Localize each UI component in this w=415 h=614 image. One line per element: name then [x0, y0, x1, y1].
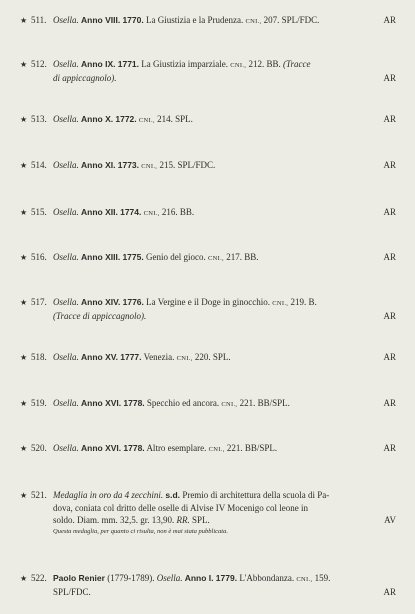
star-mark: ★ — [20, 60, 28, 69]
lot-description: Medaglia in oro da 4 zecchini. s.d. Premio di architettura della scuola di Pa- — [53, 490, 330, 500]
lot-description: Osella. Anno XIV. 1776. La Vergine e il Doge in ginocchio. CNI., 219. B. — [53, 297, 317, 307]
metal-code: AV — [384, 515, 396, 525]
lot-footnote: Questa medaglia, per quanto ci risulta, non è mai stata pubblicata. — [53, 528, 228, 535]
lot-number: 515. — [31, 207, 47, 217]
lot-515 — [20, 206, 396, 220]
lot-description: Osella. Anno XIII. 1775. Genio del gioco. CNI., 217. BB. — [53, 252, 259, 262]
star-mark: ★ — [20, 115, 28, 124]
lot-continuation: SPL/FDC. — [53, 587, 91, 597]
lot-516 — [20, 251, 396, 265]
lot-520 — [20, 442, 396, 456]
metal-code: AR — [383, 114, 396, 124]
star-mark: ★ — [20, 298, 28, 307]
lot-continuation: soldo. Diam. mm. 32,5. gr. 13,90. RR. SPL. — [53, 515, 210, 525]
star-mark: ★ — [20, 353, 28, 362]
lot-description: Paolo Renier (1779-1789). Osella. Anno I. 1779. L'Abbondanza. CNI., 159. — [53, 573, 331, 583]
lot-number: 519. — [31, 398, 47, 408]
metal-code: AR — [383, 311, 396, 321]
lot-continuation: dova, coniata col dritto delle oselle di Alvise IV Mocenigo col leone in — [53, 503, 309, 513]
lot-number: 514. — [31, 160, 47, 170]
lot-number: 513. — [31, 114, 47, 124]
lot-517 — [20, 296, 396, 322]
metal-code: AR — [383, 252, 396, 262]
lot-511 — [20, 14, 396, 28]
lot-number: 518. — [31, 352, 47, 362]
lot-518 — [20, 351, 396, 365]
metal-code: AR — [383, 207, 396, 217]
lot-number: 522. — [31, 573, 47, 583]
lot-continuation: di appiccagnolo). — [53, 73, 117, 83]
lot-number: 521. — [31, 490, 47, 500]
lot-description: Osella. Anno XVI. 1778. Specchio ed ancora. CNI., 221. BB/SPL. — [53, 398, 290, 408]
lot-521 — [20, 489, 396, 538]
lot-description: Osella. Anno VIII. 1770. La Giustizia e la Prudenza. CNI., 207. SPL/FDC. — [53, 15, 320, 25]
star-mark: ★ — [20, 399, 28, 408]
lot-number: 517. — [31, 297, 47, 307]
metal-code: AR — [383, 352, 396, 362]
lot-description: Osella. Anno X. 1772. CNI., 214. SPL. — [53, 114, 193, 124]
lot-description: Osella. Anno XI. 1773. CNI., 215. SPL/FDC. — [53, 160, 216, 170]
metal-code: AR — [383, 73, 396, 83]
lot-513 — [20, 113, 396, 127]
star-mark: ★ — [20, 16, 28, 25]
lot-continuation: (Tracce di appiccagnolo). — [53, 311, 147, 321]
lot-512 — [20, 58, 396, 84]
lot-number: 520. — [31, 443, 47, 453]
metal-code: AR — [383, 443, 396, 453]
lot-519 — [20, 397, 396, 411]
lot-description: Osella. Anno XVI. 1778. Altro esemplare. CNI., 221. BB/SPL. — [53, 443, 278, 453]
metal-code: AR — [383, 15, 396, 25]
lot-description: Osella. Anno XII. 1774. CNI., 216. BB. — [53, 207, 195, 217]
metal-code: AR — [383, 587, 396, 597]
star-mark: ★ — [20, 574, 28, 583]
metal-code: AR — [383, 398, 396, 408]
lot-number: 516. — [31, 252, 47, 262]
lot-description: Osella. Anno IX. 1771. La Giustizia imparziale. CNI., 212. BB. (Tracce — [53, 59, 311, 69]
lot-number: 512. — [31, 59, 47, 69]
metal-code: AR — [383, 160, 396, 170]
lot-514 — [20, 159, 396, 173]
star-mark: ★ — [20, 491, 28, 500]
star-mark: ★ — [20, 208, 28, 217]
star-mark: ★ — [20, 161, 28, 170]
lot-description: Osella. Anno XV. 1777. Venezia. CNI., 220. SPL. — [53, 352, 231, 362]
star-mark: ★ — [20, 444, 28, 453]
star-mark: ★ — [20, 253, 28, 262]
lot-522 — [20, 572, 396, 598]
lot-number: 511. — [31, 15, 47, 25]
